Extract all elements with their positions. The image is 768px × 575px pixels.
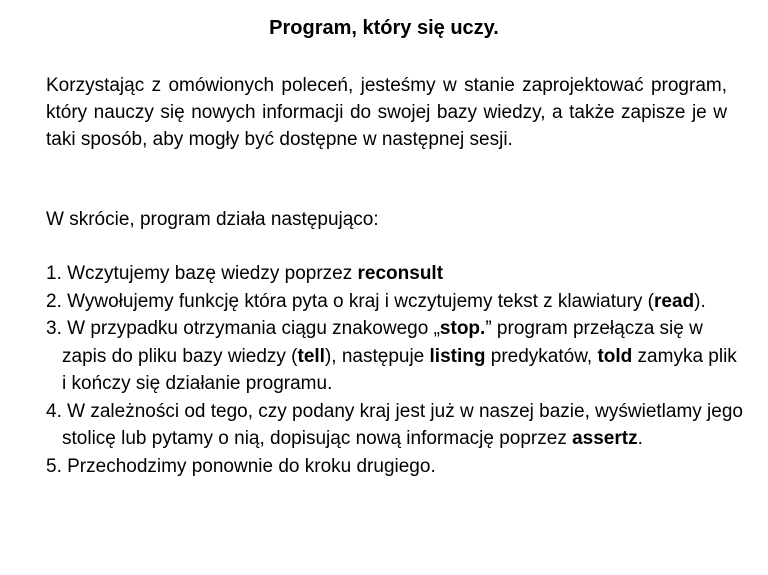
list-item: 3. W przypadku otrzymania ciągu znakowego „stop.” program przełącza się w zapis do pliku bazy wiedzy (tell), następuje listing predykatów, told zamyka plik i kończy się działanie programu. bbox=[46, 318, 737, 394]
intro-paragraph: Korzystając z omówionych poleceń, jesteśmy w stanie zaprojektować program, który nauczy się nowych informacji do swojej bazy wiedzy, a także zapisze je w taki sposób, aby mogły być dostępne w następnej sesji. bbox=[46, 75, 727, 150]
keyword-told: told bbox=[597, 345, 633, 367]
keyword-assertz: assertz bbox=[572, 428, 638, 449]
keyword-reconsult: reconsult bbox=[357, 263, 444, 284]
list-item: 5. Przechodzimy ponownie do kroku drugiego. bbox=[46, 455, 436, 477]
keyword-listing: listing bbox=[429, 345, 486, 367]
list-item: 4. W zależności od tego, czy podany kraj jest już w naszej bazie, wyświetlamy jego stolicę lub pytamy o nią, dopisując nową informację poprzez assertz. bbox=[46, 400, 743, 449]
steps-list bbox=[46, 260, 746, 480]
page-title: Program, który się uczy. bbox=[269, 17, 499, 39]
list-item: 2. Wywołujemy funkcję która pyta o kraj i wczytujemy tekst z klawiatury (read). bbox=[46, 290, 706, 312]
keyword-tell: tell bbox=[297, 345, 325, 367]
list-item: 1. Wczytujemy bazę wiedzy poprzez reconsult bbox=[46, 263, 444, 284]
keyword-stop: stop. bbox=[439, 318, 486, 339]
summary-line: W skrócie, program działa następująco: bbox=[46, 209, 379, 230]
keyword-read: read bbox=[654, 290, 695, 312]
